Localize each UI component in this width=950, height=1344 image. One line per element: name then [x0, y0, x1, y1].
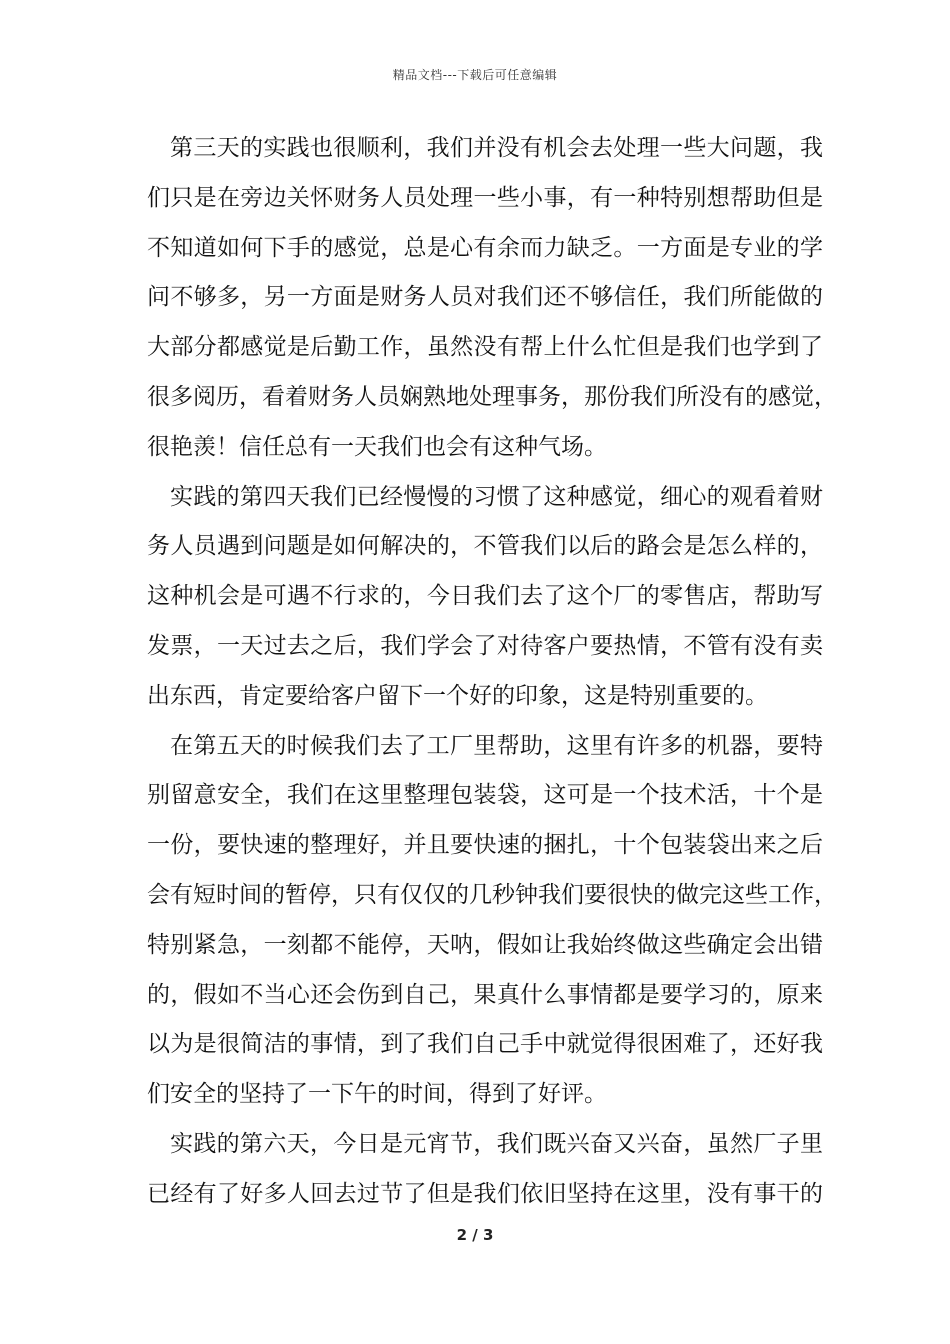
text-line: 们只是在旁边关怀财务人员处理一些小事，有一种特别想帮助但是: [147, 184, 823, 211]
text-line: 问不够多，另一方面是财务人员对我们还不够信任，我们所能做的: [147, 284, 823, 311]
text-line: 大部分都感觉是后勤工作，虽然没有帮上什么忙但是我们也学到了: [147, 334, 823, 361]
text-line: 以为是很简洁的事情，到了我们自己手中就觉得很困难了，还好我: [147, 1031, 823, 1058]
paragraph-day-three: [147, 124, 837, 473]
text-line: 实践的第四天我们已经慢慢的习惯了这种感觉，细心的观看着财: [170, 483, 823, 510]
text-line: 这种机会是可遇不行求的，今日我们去了这个厂的零售店，帮助写: [147, 583, 823, 610]
paragraph-day-five: [147, 722, 837, 1120]
page-number: 2 / 3: [456, 1226, 494, 1244]
document-body: [147, 124, 837, 1220]
text-line: 们安全的坚持了一下午的时间，得到了好评。: [147, 1081, 607, 1108]
text-line: 会有短时间的暂停，只有仅仅的几秒钟我们要很快的做完这些工作，: [147, 881, 837, 908]
text-line: 发票，一天过去之后，我们学会了对待客户要热情，不管有没有卖: [147, 632, 823, 659]
text-line: 很艳羡！信任总有一天我们也会有这种气场。: [147, 433, 607, 460]
text-line: 不知道如何下手的感觉，总是心有余而力缺乏。一方面是专业的学: [147, 234, 823, 261]
text-line: 特别紧急，一刻都不能停，天呐，假如让我始终做这些确定会出错: [147, 931, 823, 958]
text-line: 一份，要快速的整理好，并且要快速的捆扎，十个包装袋出来之后: [147, 832, 823, 859]
text-line: 的，假如不当心还会伤到自己，果真什么事情都是要学习的，原来: [147, 981, 823, 1008]
text-line: 出东西，肯定要给客户留下一个好的印象，这是特别重要的。: [147, 682, 768, 709]
paragraph-day-four: [147, 473, 823, 722]
text-line: 务人员遇到问题是如何解决的，不管我们以后的路会是怎么样的，: [147, 533, 823, 560]
page-header: 精品文档---下载后可任意编辑: [392, 68, 558, 82]
paragraph-day-six: [147, 1120, 823, 1220]
text-line: 实践的第六天，今日是元宵节，我们既兴奋又兴奋，虽然厂子里: [170, 1130, 823, 1157]
text-line: 很多阅历，看着财务人员娴熟地处理事务，那份我们所没有的感觉，: [147, 383, 837, 410]
text-line: 在第五天的时候我们去了工厂里帮助，这里有许多的机器，要特: [170, 732, 823, 759]
text-line: 第三天的实践也很顺利，我们并没有机会去处理一些大问题，我: [170, 135, 823, 161]
text-line: 已经有了好多人回去过节了但是我们依旧坚持在这里，没有事干的: [147, 1180, 823, 1207]
text-line: 别留意安全，我们在这里整理包装袋，这可是一个技术活，十个是: [147, 782, 823, 809]
